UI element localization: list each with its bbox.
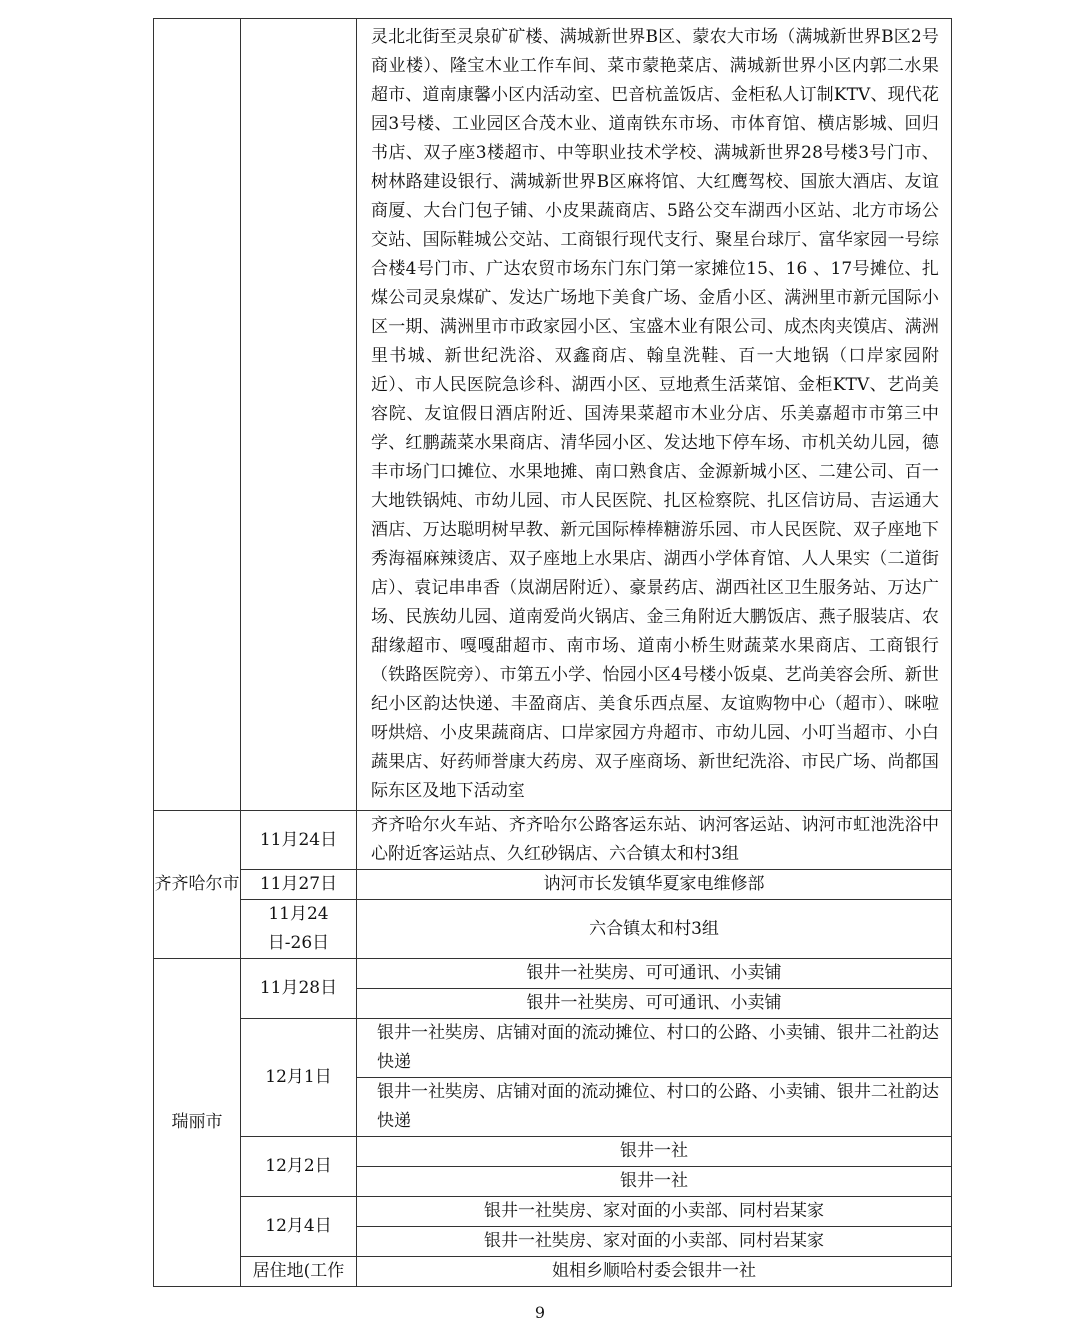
activity-table <box>153 18 952 1287</box>
city-cell-qiqihar: 齐齐哈尔市 <box>154 811 241 959</box>
locations-cell: 银井一社奘房、家对面的小卖部、同村岩某家 <box>357 1227 952 1257</box>
residence-label-cell: 居住地(工作 <box>241 1257 357 1287</box>
locations-cell: 银井一社 <box>357 1137 952 1167</box>
locations-cell <box>357 19 952 811</box>
table-row <box>154 1257 952 1287</box>
table-row <box>154 1019 952 1078</box>
locations-text: 齐齐哈尔火车站、齐齐哈尔公路客运东站、讷河客运站、讷河市虹池洗浴中心附近客运站点、久红砂锅店、六合镇太和村3组 <box>371 815 939 864</box>
locations-cell: 讷河市长发镇华夏家电维修部 <box>357 870 952 900</box>
locations-cell: 银井一社奘房、可可通讯、小卖铺 <box>357 989 952 1019</box>
date-cell <box>241 900 357 959</box>
date-cell: 12月1日 <box>241 1019 357 1137</box>
locations-cell: 银井一社奘房、可可通讯、小卖铺 <box>357 959 952 989</box>
locations-cell: 银井一社 <box>357 1167 952 1197</box>
date-cell: 11月24日 <box>241 811 357 870</box>
city-cell-ruili: 瑞丽市 <box>154 959 241 1287</box>
locations-text: 灵北北街至灵泉矿矿楼、满城新世界B区、蒙农大市场（满城新世界B区2号商业楼）、隆宝木业工作车间、菜市蒙艳菜店、满城新世界小区内郭二水果超市、道南康馨小区内活动室、巴音杭盖饭店、金柜私人订制KTV、现代花园3号楼、工业园区合茂木业、道南铁东市场、市体育馆、横店影城、回归书店、双子座3楼超市、中等职业技术学校、满城新世界28号楼3号门市、树林路建设银行、满城新世界B区麻将馆、大红鹰驾校、国旅大酒店、友谊商厦、大台门包子铺、小皮果蔬商店、5路公交车湖西小区站、北方市场公交站、国际鞋城公交站、工商银行现代支行、聚星台球厅、富华家园一号综合楼4号门市、广达农贸市场东门东门第一家摊位15、16 、17号摊位、扎煤公司灵泉煤矿、发达广场地下美食广场、金盾小区、满洲里市新元国际小区一期、满洲里市市政家园小区、宝盛木业有限公司、成杰肉夹馍店、满洲里书城、新世纪洗浴、双鑫商店、翰皇洗鞋、百一大地锅（口岸家园附近）、市人民医院急诊科、湖西小区、豆地煮生活菜馆、金柜KTV、艺尚美容院、友谊假日酒店附近、国涛果菜超市木业分店、乐美嘉超市市第三中学、红鹏蔬菜水果商店、清华园小区、发达地下停车场、市机关幼儿园，德丰市场门口摊位、水果地摊、南口熟食店、金源新城小区、二建公司、百一大地铁锅炖、市幼儿园、市人民医院、扎区检察院、扎区信访局、吉运通大酒店、万达聪明树早教、新元国际棒棒糖游乐园、市人民医院、双子座地下秀海福麻辣烫店、双子座地上水果店、湖西小学体育馆、人人果实（二道街店）、袁记串串香（岚湖居附近）、豪景药店、湖西社区卫生服务站、万达广场、民族幼儿园、道南爱尚火锅店、金三角附近大鹏饭店、燕子服装店、农甜缘超市、嘎嘎甜超市、南市场、道南小桥生财蔬菜水果商店、工商银行（铁路医院旁）、市第五小学、怡园小区4号楼小饭桌、艺尚美容会所、新世纪小区韵达快递、丰盈商店、美食乐西点屋、友谊购物中心（超市）、咪啦呀烘焙、小皮果蔬商店、口岸家园方舟超市、市幼儿园、小叮当超市、小白蔬果店、好药师誉康大药房、双子座商场、新世纪洗浴、市民广场、尚都国际东区及地下活动室 <box>371 27 939 801</box>
locations-cell: 银井一社奘房、家对面的小卖部、同村岩某家 <box>357 1197 952 1227</box>
locations-cell: 六合镇太和村3组 <box>357 900 952 959</box>
locations-text: 银井一社奘房、店铺对面的流动摊位、村口的公路、小卖铺、银井二社韵达快递 <box>377 1082 939 1131</box>
locations-cell <box>357 1078 952 1137</box>
locations-cell <box>357 1019 952 1078</box>
date-cell: 12月2日 <box>241 1137 357 1197</box>
city-cell-empty <box>154 19 241 811</box>
table-row <box>154 1197 952 1227</box>
locations-cell <box>357 811 952 870</box>
locations-text: 银井一社奘房、店铺对面的流动摊位、村口的公路、小卖铺、银井二社韵达快递 <box>377 1023 939 1072</box>
table-row <box>154 959 952 989</box>
date-cell: 11月28日 <box>241 959 357 1019</box>
date-cell: 12月4日 <box>241 1197 357 1257</box>
table-row <box>154 1137 952 1167</box>
date-text: 11月24日-26日 <box>267 904 330 953</box>
date-cell-empty <box>241 19 357 811</box>
page-number: 9 <box>534 1303 546 1322</box>
date-cell: 11月27日 <box>241 870 357 900</box>
table-row <box>154 900 952 959</box>
table-row <box>154 870 952 900</box>
locations-cell: 姐相乡顺哈村委会银井一社 <box>357 1257 952 1287</box>
table-row <box>154 811 952 870</box>
table-row <box>154 19 952 811</box>
